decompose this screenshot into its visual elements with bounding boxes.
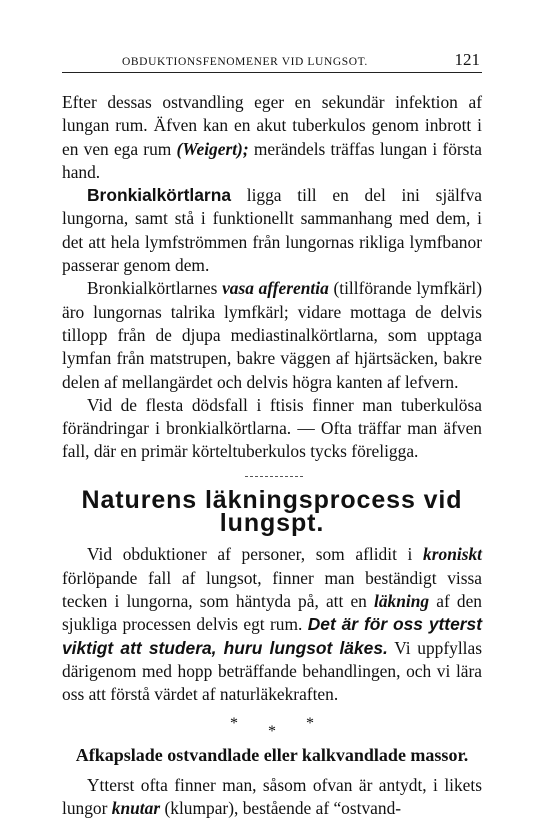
paragraph-5-term-1: kroniskt	[423, 544, 482, 565]
paragraph-5-text-c: af den sjukliga processen delvis egt rum.	[62, 590, 482, 635]
paragraph-3-text-a: Bronkialkörtlarnes	[87, 278, 223, 299]
subheading: Afkapslade ostvandlade eller kalkvandlade massor.	[75, 745, 469, 766]
running-head-title: OBDUKTIONSFENOMENER VID LUNGSOT.	[122, 56, 368, 68]
asterism-star-2: *	[268, 723, 276, 741]
paragraph-6-text-b: (klumpar), bestående af “ostvand-	[160, 798, 402, 819]
paragraph-4	[62, 394, 482, 464]
paragraph-1-text-a: Efter dessas ostvandling eger en sekundär infektion af lungan rum. Äfven kan en akut tuberkulos genom inbrott i en ven ega rum	[62, 92, 482, 159]
paragraph-3-term: vasa afferentia	[222, 278, 329, 299]
paragraph-5	[62, 543, 482, 706]
paragraph-1-citation: (Weigert);	[176, 138, 249, 159]
separator-rule	[245, 476, 303, 477]
paragraph-2-term: Bronkialkörtlarna	[87, 185, 231, 206]
asterism-star-3: *	[306, 715, 314, 733]
paragraph-2	[62, 184, 482, 277]
paragraph-5-text-b: förlöpande fall af lungsot, finner man beständigt vissa tecken i lungorna, som häntyda på, att en	[62, 567, 482, 611]
section-heading: Naturens läkningsprocess vid lungspt.	[81, 485, 463, 538]
asterism	[62, 712, 482, 741]
paragraph-1	[62, 91, 482, 184]
paragraph-3	[62, 277, 482, 393]
paragraph-4-text: Vid de flesta dödsfall i ftisis finner man tuberkulösa förändringar i bronkialkörtlarna. — Ofta träffar man äfven fall, där en primär körteltuberkulos tycks föreligga.	[62, 394, 482, 462]
book-page	[62, 48, 482, 820]
asterism-star-1: *	[230, 715, 238, 733]
paragraph-6-text-a: Ytterst ofta finner man, såsom ofvan är antydt, i likets lungor	[62, 774, 482, 819]
body-text	[62, 91, 482, 820]
paragraph-3-text-b: (tillförande lymfkärl) äro lungornas talrika lymfkärl; vidare mottaga de delvis tillopp från de djupa mediastinalkörtlarna, som upptaga lymfan från matstrupen, bakre väggen af hjärtsäcken, bakre delen af mellangärdet och delvis högra kanten af lefvern.	[62, 278, 482, 392]
running-head	[62, 48, 482, 73]
paragraph-5-text-d: Vi uppfyllas därigenom med hopp beträffande behandlingen, och vi lära oss att förstå värdet af naturläkekraften.	[62, 637, 482, 705]
paragraph-6-term: knutar	[111, 798, 161, 819]
paragraph-5-emphasis: Det är för oss ytterst viktigt att studera, huru lungsot läkes.	[62, 614, 482, 658]
paragraph-1-text-b: merändels träffas lungan i första hand.	[62, 138, 482, 182]
paragraph-5-text-a: Vid obduktioner af personer, som aflidit i	[87, 544, 424, 565]
paragraph-2-text: ligga till en del ini själfva lungorna, samt stå i funktionellt sammanhang med dem, i det att hela lymfströmmen från lungornas rikliga lymfbanor passerar genom dem.	[62, 185, 482, 276]
paragraph-5-term-2: läkning	[374, 590, 430, 611]
page-number: 121	[454, 50, 480, 69]
paragraph-6	[62, 774, 482, 820]
